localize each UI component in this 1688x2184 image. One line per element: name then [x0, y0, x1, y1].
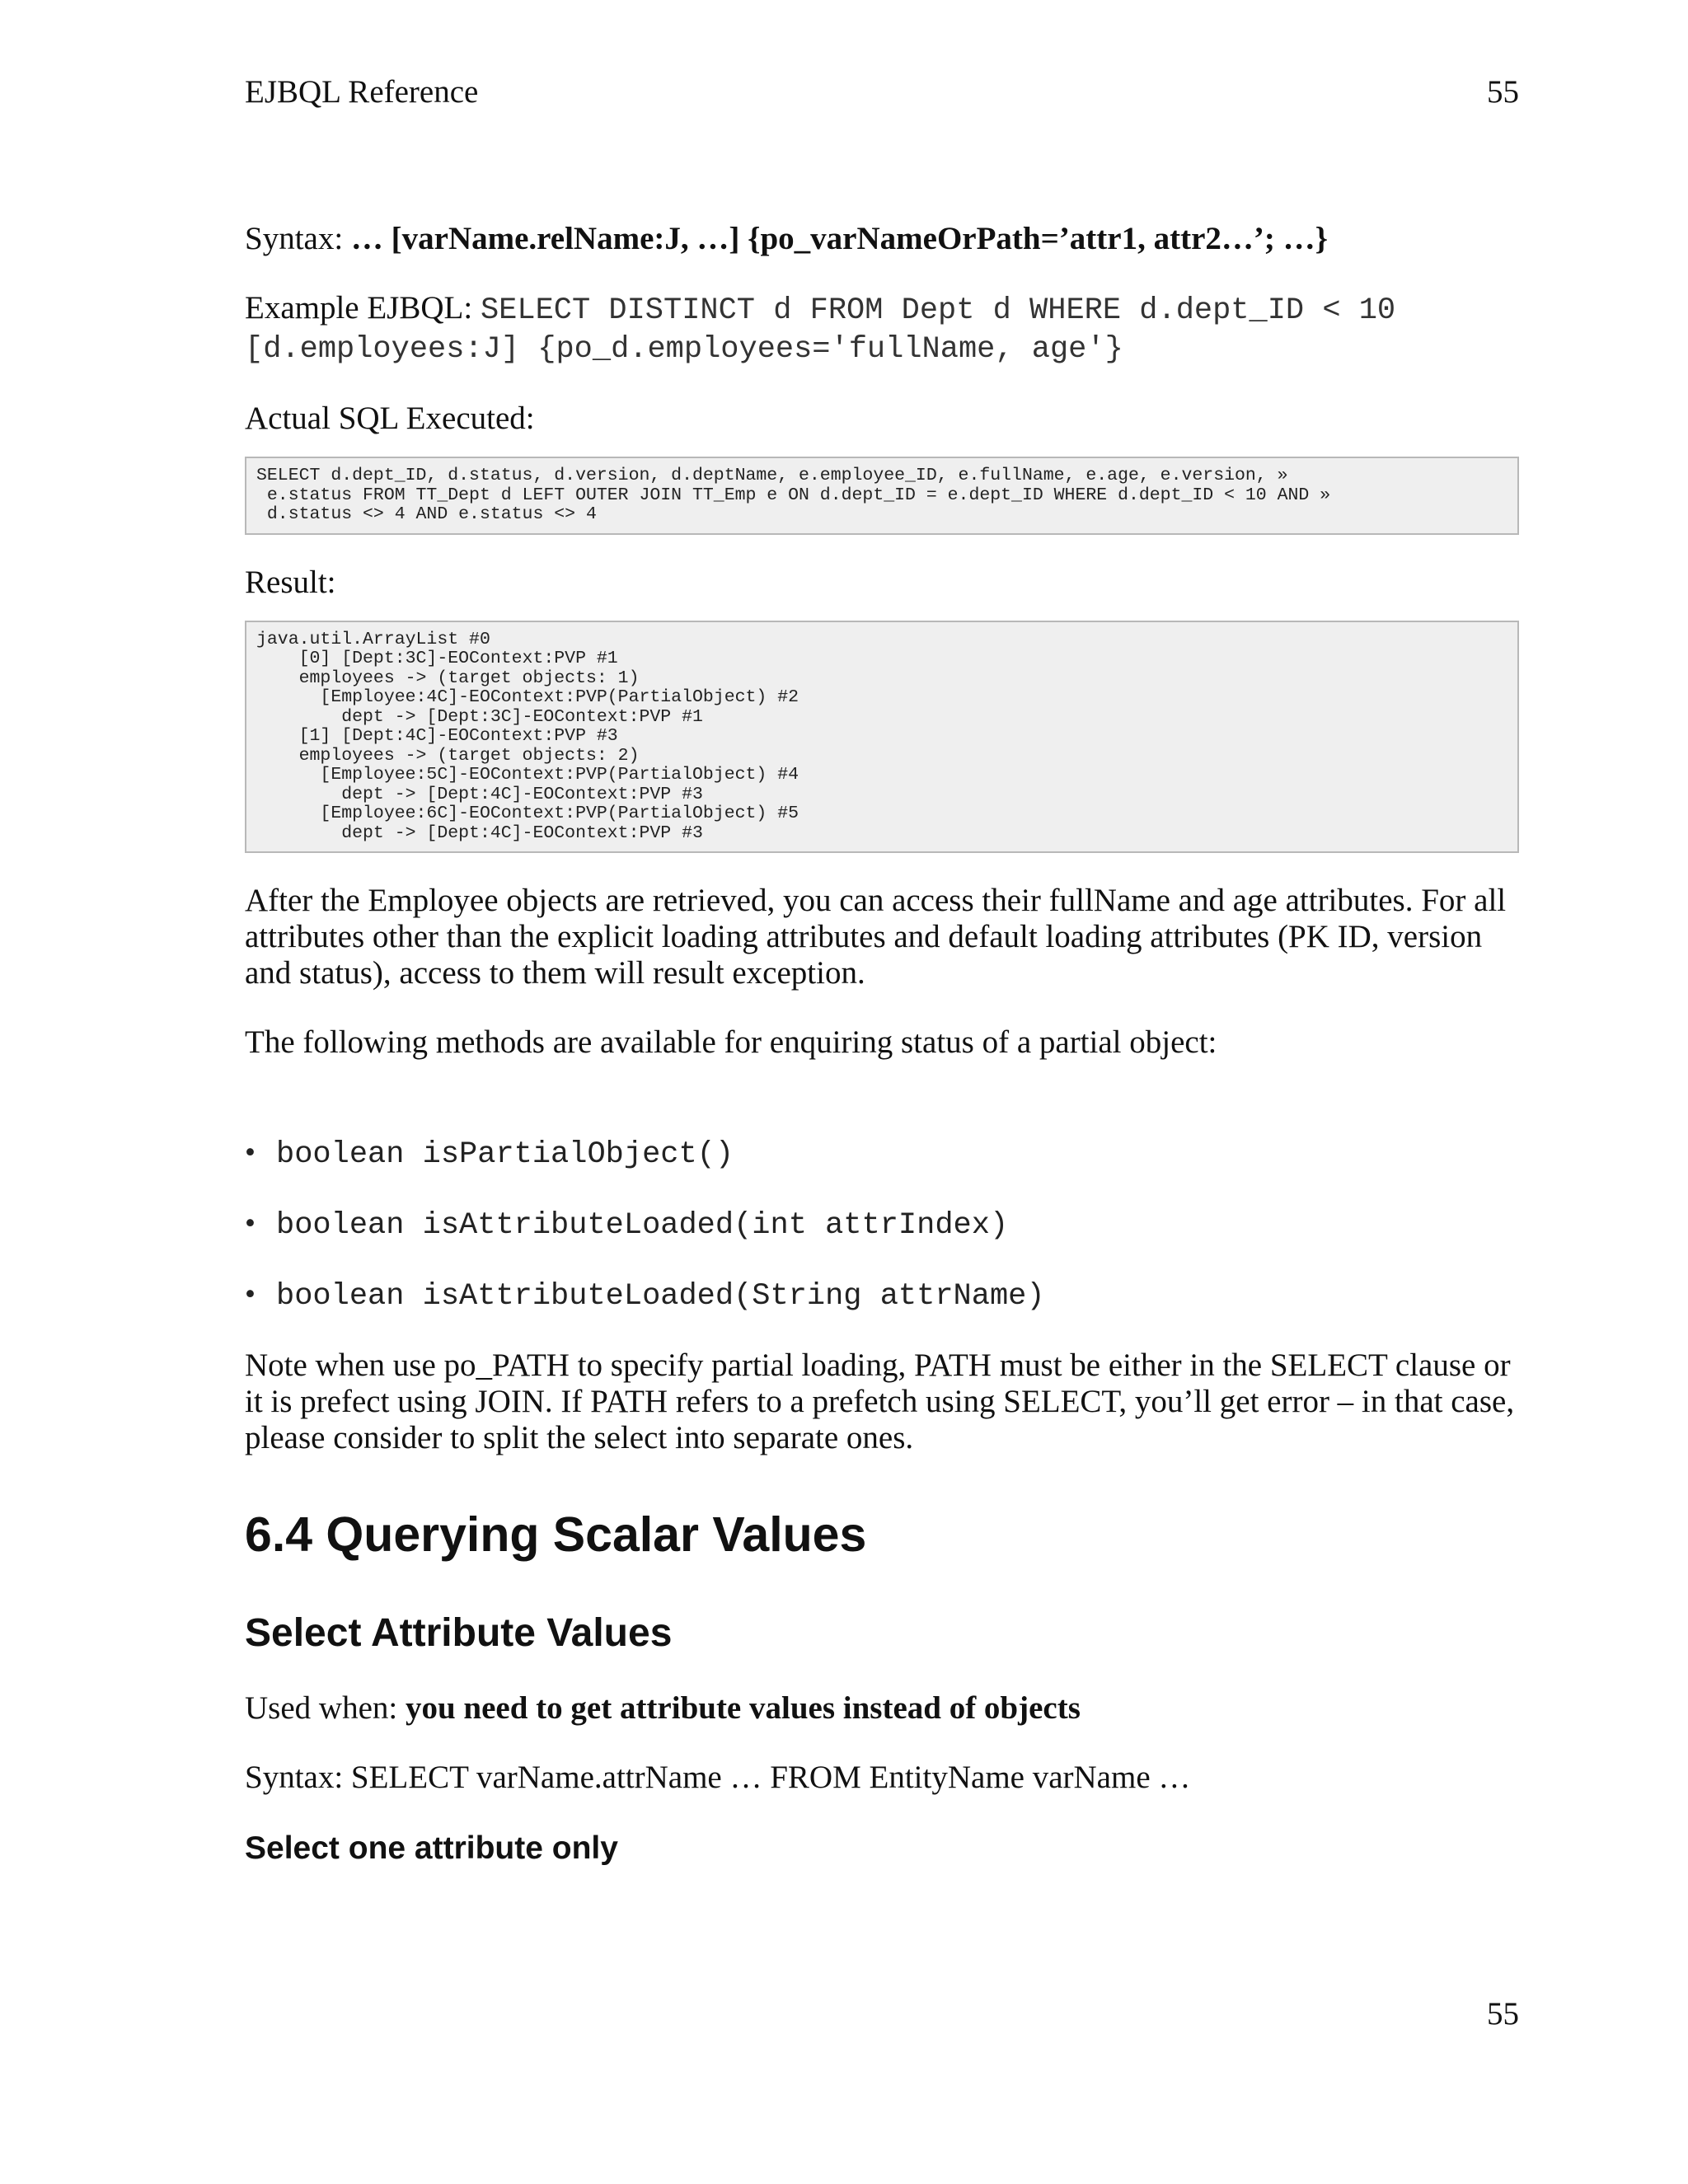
result-code-block: java.util.ArrayList #0 [0] [Dept:3C]-EOContext:PVP #1 employees -> (target objects: 1) [Employee:4C]-EOContext:PVP(PartialObject) #2 dept -> [Dept:3C]-EOContext:PVP #1 [1] [Dept:4C]-EOContext:PVP #3 employees -> (target objects: 2) [Employee:5C]-EOContext:PVP(PartialObject) #4 dept -> [Dept:4C]-EOContext:PVP #3 [Employee:6C]-EOContext:PVP(PartialObject) #5 dept -> [Dept:4C]-EOContext:PVP #3 [245, 621, 1519, 854]
actual-sql-code-block: SELECT d.dept_ID, d.status, d.version, d.deptName, e.employee_ID, e.fullName, e.age, e.version, » e.status FROM TT_Dept d LEFT OUTER JOIN TT_Emp e ON d.dept_ID = e.dept_ID WHERE d.dept_ID < 10 AND » d.status <> 4 AND e.status <> 4 [245, 457, 1519, 535]
example-label: Example EJBQL: [245, 290, 481, 326]
method-signature: boolean isAttributeLoaded(String attrName) [276, 1279, 1045, 1314]
bullet-icon: • [245, 1277, 256, 1311]
bullet-icon: • [245, 1136, 256, 1169]
used-when-value: you need to get attribute values instead of objects [405, 1690, 1081, 1726]
after-retrieval-paragraph: After the Employee objects are retrieved, you can access their fullName and age attributes. For all attributes other than the explicit loading attributes and default loading attributes (PK ID, version and status), access to them will result exception. [245, 883, 1507, 991]
result-label: Result: [245, 564, 336, 600]
running-header-page-number: 55 [1487, 74, 1519, 110]
running-header-title: EJBQL Reference [245, 74, 479, 110]
syntax-label: Syntax: [245, 221, 351, 256]
bullet-icon: • [245, 1207, 256, 1240]
used-when-label: Used when: [245, 1690, 406, 1726]
used-when-line [245, 1690, 1519, 1727]
example-ejbql-line [245, 290, 1519, 368]
section-heading: 6.4 Querying Scalar Values [245, 1507, 867, 1562]
partial-syntax-line [245, 221, 1519, 257]
methods-list [245, 1135, 1519, 1315]
method-item [245, 1135, 1519, 1173]
minor-heading: Select one attribute only [245, 1830, 618, 1866]
methods-intro-paragraph: The following methods are available for enquiring status of a partial object: [245, 1024, 1217, 1060]
note-paragraph: Note when use po_PATH to specify partial loading, PATH must be either in the SELECT clause or it is prefect using JOIN. If PATH refers to a prefetch using SELECT, you’ll get error – in that case, please consider to split the select into separate ones. [245, 1347, 1515, 1455]
example-code: SELECT DISTINCT d FROM Dept d WHERE d.dept_ID < 10 [d.employees:J] {po_d.employees='fullName, age'} [245, 293, 1396, 367]
page-body [245, 221, 1519, 1868]
scalar-syntax-line: Syntax: SELECT varName.attrName … FROM EntityName varName … [245, 1760, 1191, 1795]
syntax-value: … [varName.relName:J, …] {po_varNameOrPath=’attr1, attr2…’; …} [350, 221, 1328, 256]
actual-sql-label: Actual SQL Executed: [245, 401, 535, 436]
method-signature: boolean isPartialObject() [276, 1137, 734, 1172]
method-item [245, 1206, 1519, 1244]
method-item [245, 1277, 1519, 1315]
subsection-heading: Select Attribute Values [245, 1611, 673, 1655]
footer-page-number: 55 [1487, 1996, 1519, 2032]
method-signature: boolean isAttributeLoaded(int attrIndex) [276, 1208, 1009, 1243]
